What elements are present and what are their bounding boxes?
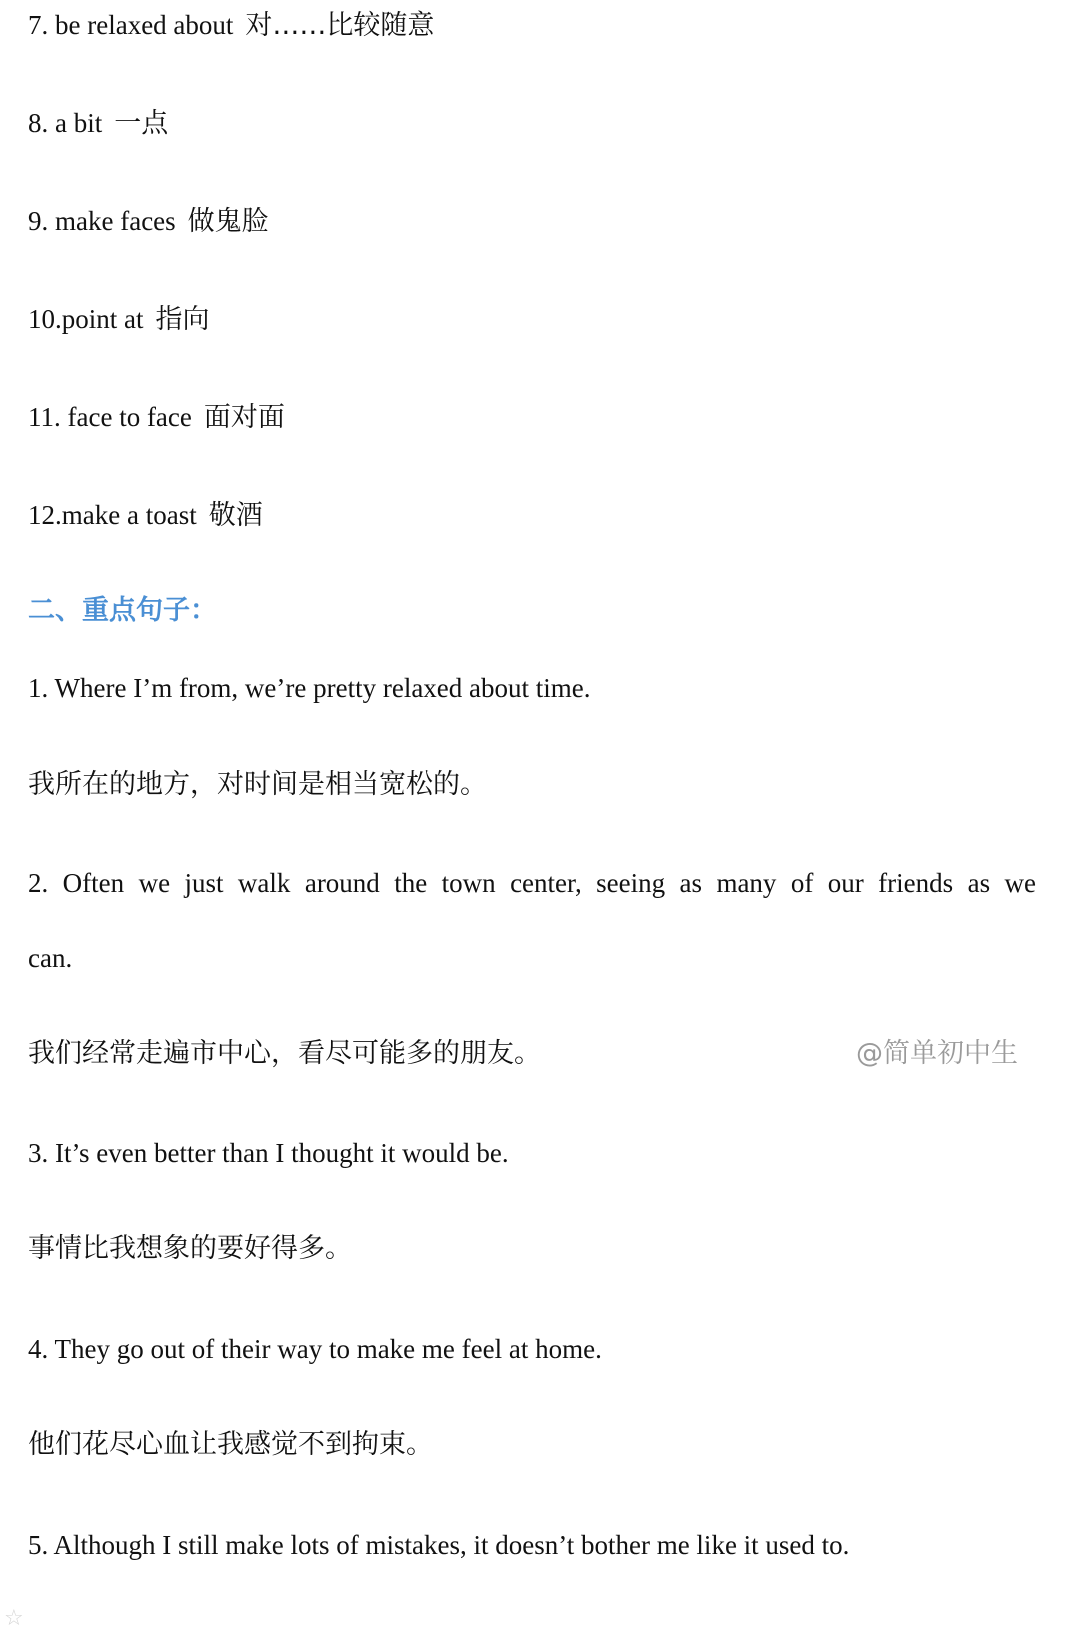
phrase-term: 8. a bit: [28, 108, 103, 138]
phrase-meaning: 一点: [114, 108, 169, 139]
sentence-english: 1. Where I’m from, we’re pretty relaxed about time.: [28, 673, 591, 703]
phrase-term: 7. be relaxed about: [28, 10, 234, 40]
phrase-item: [28, 110, 168, 137]
phrase-meaning: 面对面: [203, 402, 285, 433]
sentence-english: 2. Often we just walk around the town center, seeing as many of our friends as we: [28, 868, 1036, 898]
sentence-chinese: 事情比我想象的要好得多。: [28, 1233, 352, 1264]
phrase-term: 12.make a toast: [28, 500, 197, 530]
watermark: @简单初中生: [856, 1038, 1018, 1069]
section-heading: 二、重点句子：: [28, 595, 217, 626]
phrase-term: 10.point at: [28, 304, 144, 334]
phrase-term: 9. make faces: [28, 206, 176, 236]
phrase-meaning: 做鬼脸: [187, 206, 269, 237]
sentence-chinese: 我所在的地方，对时间是相当宽松的。: [28, 769, 487, 800]
sentence-english: 3. It’s even better than I thought it would be.: [28, 1138, 509, 1168]
phrase-item: [28, 306, 210, 333]
sentence-english: 5. Although I still make lots of mistakes, it doesn’t bother me like it used to.: [28, 1530, 850, 1560]
sentence-english: 4. They go out of their way to make me feel at home.: [28, 1334, 602, 1364]
phrase-item: [28, 404, 285, 431]
sentence-chinese: 他们花尽心血让我感觉不到拘束。: [28, 1429, 433, 1460]
sentence-chinese: 我们经常走遍市中心，看尽可能多的朋友。: [28, 1038, 541, 1069]
phrase-meaning: 敬酒: [208, 500, 263, 531]
phrase-meaning: 对……比较随意: [245, 10, 435, 41]
phrase-item: [28, 502, 263, 529]
sentence-english-continuation: can.: [28, 943, 73, 973]
phrase-meaning: 指向: [155, 304, 210, 335]
phrase-item: [28, 12, 434, 39]
phrase-item: [28, 208, 269, 235]
phrase-term: 11. face to face: [28, 402, 192, 432]
corner-watermark-logo-icon: ☆: [4, 1606, 24, 1631]
